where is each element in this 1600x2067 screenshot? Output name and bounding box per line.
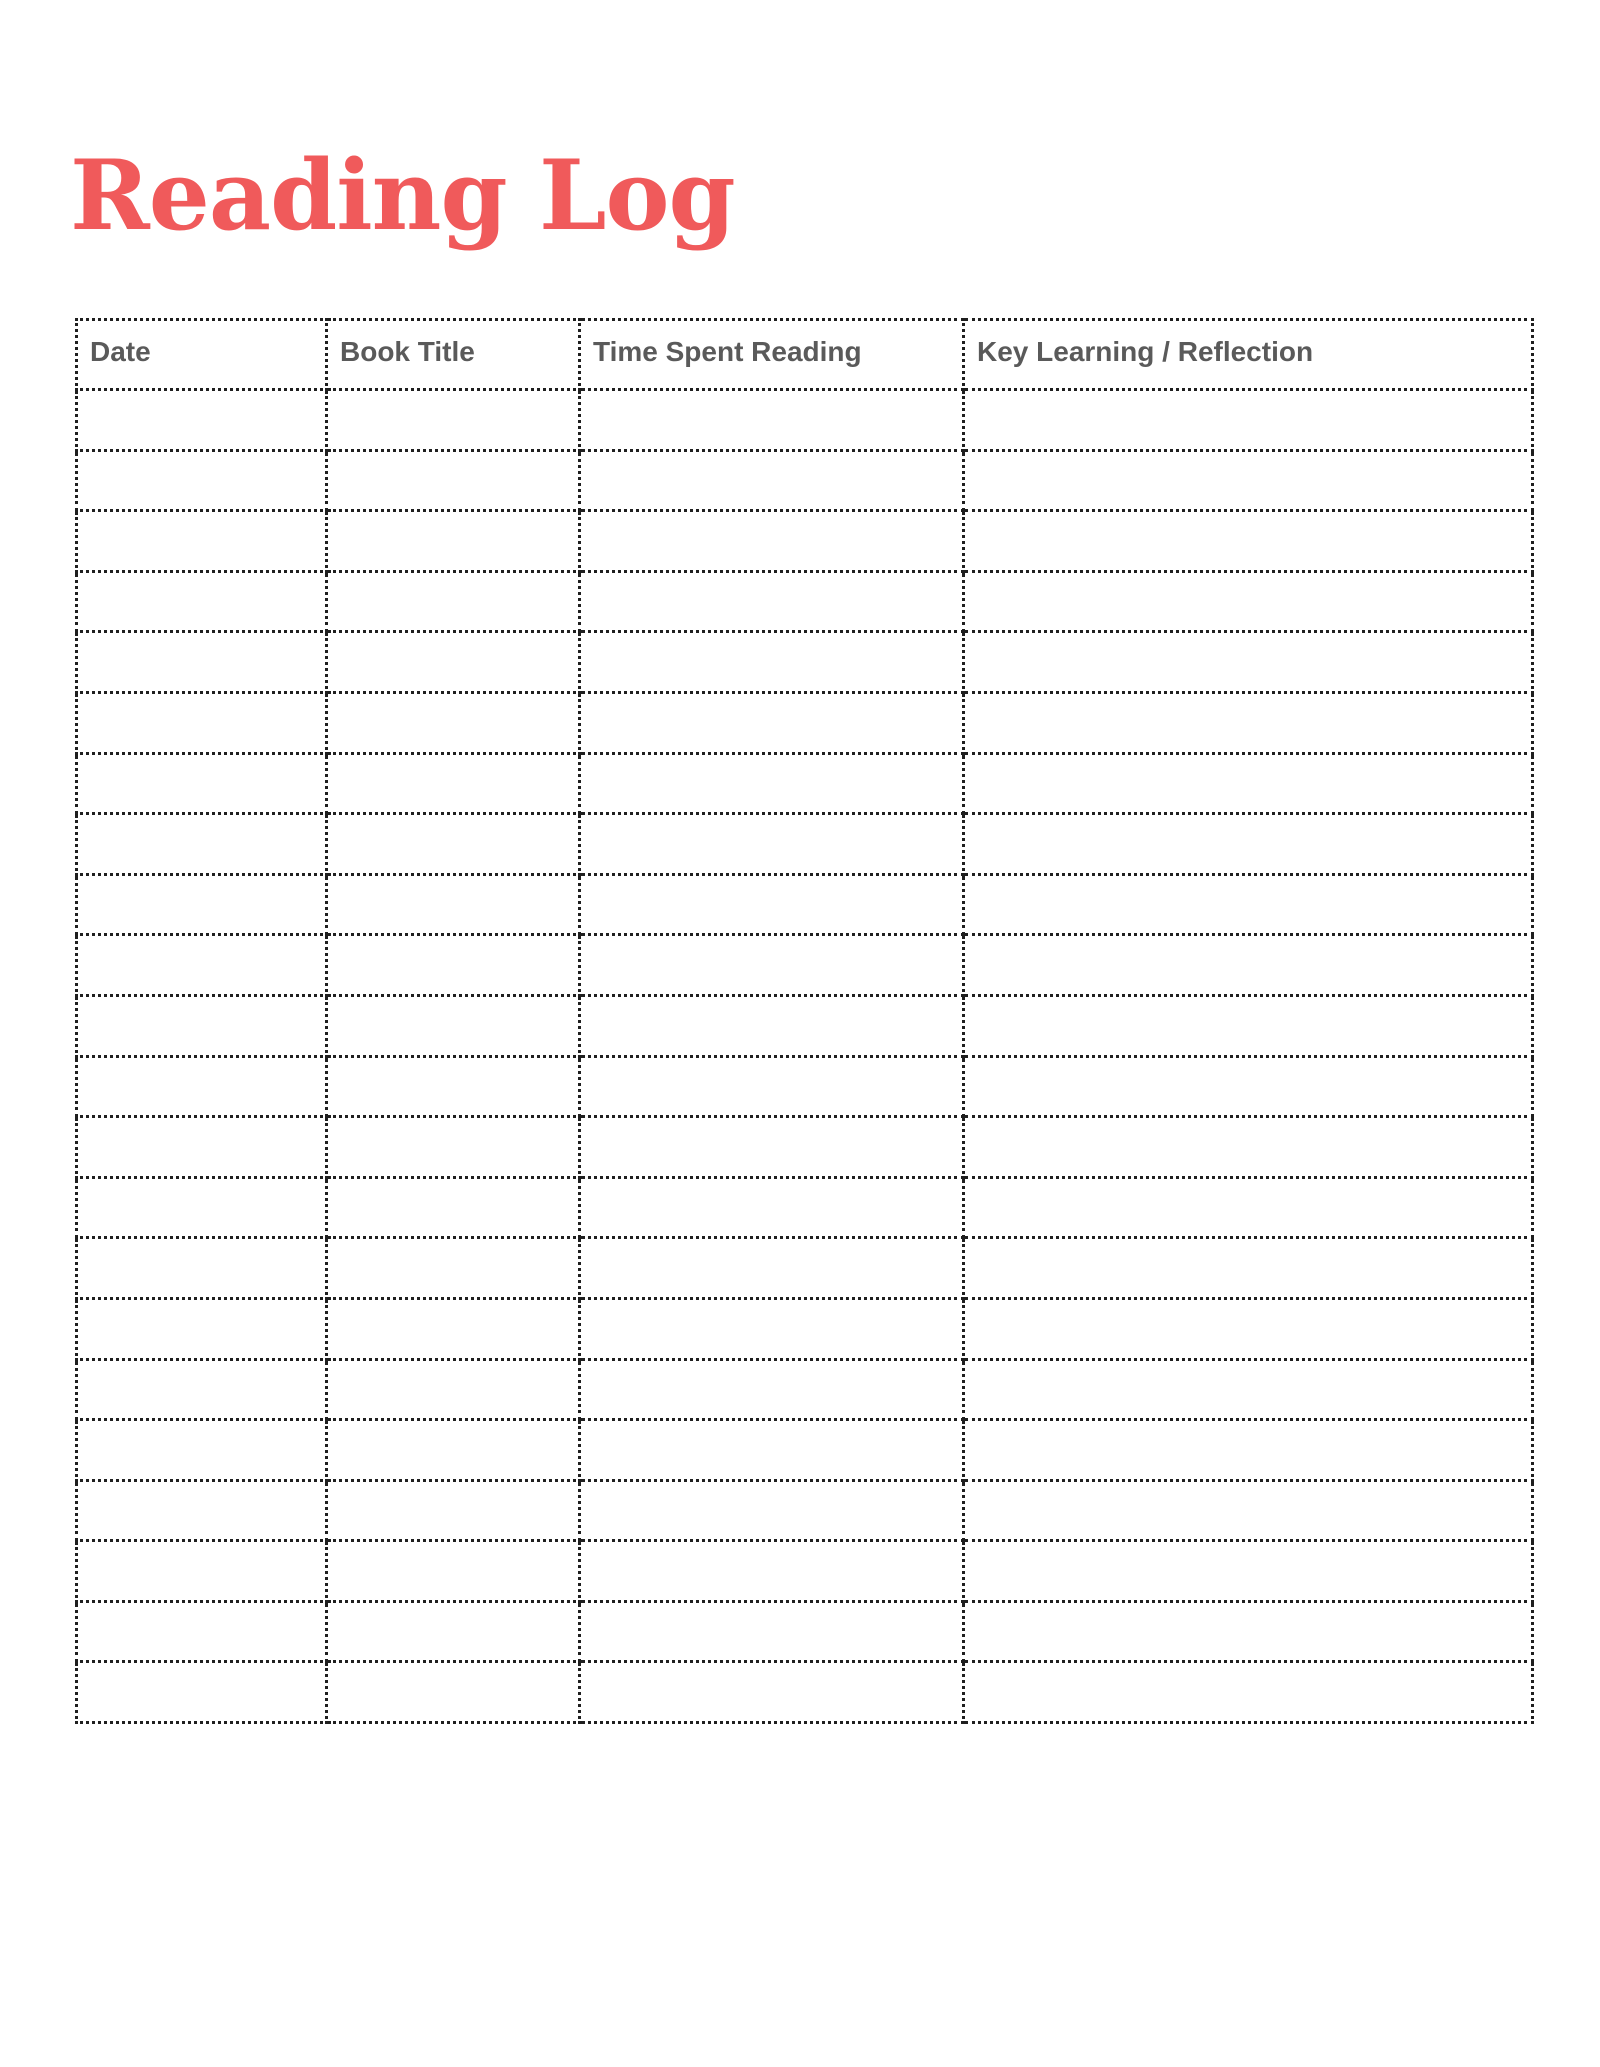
page-title: Reading Log bbox=[70, 139, 735, 252]
table-row bbox=[77, 450, 1533, 511]
date-cell bbox=[77, 1480, 327, 1541]
reflection-cell bbox=[964, 1601, 1533, 1662]
reflection-cell bbox=[964, 935, 1533, 996]
book-title-cell bbox=[327, 1541, 580, 1602]
table-row bbox=[77, 571, 1533, 632]
table-row bbox=[77, 1117, 1533, 1178]
reflection-cell bbox=[964, 995, 1533, 1056]
reflection-cell bbox=[964, 1480, 1533, 1541]
table-row bbox=[77, 1177, 1533, 1238]
time-spent-cell bbox=[580, 1662, 964, 1723]
time-spent-cell bbox=[580, 1359, 964, 1420]
book-title-cell bbox=[327, 1420, 580, 1481]
column-header-key-learning-reflection: Key Learning / Reflection bbox=[964, 320, 1533, 390]
book-title-cell bbox=[327, 511, 580, 572]
reflection-cell bbox=[964, 1177, 1533, 1238]
time-spent-cell bbox=[580, 874, 964, 935]
date-cell bbox=[77, 935, 327, 996]
time-spent-cell bbox=[580, 692, 964, 753]
time-spent-cell bbox=[580, 571, 964, 632]
table-header-row bbox=[77, 320, 1533, 390]
time-spent-cell bbox=[580, 1298, 964, 1359]
column-header-time-spent-reading: Time Spent Reading bbox=[580, 320, 964, 390]
date-cell bbox=[77, 1541, 327, 1602]
book-title-cell bbox=[327, 1480, 580, 1541]
reflection-cell bbox=[964, 814, 1533, 875]
book-title-cell bbox=[327, 632, 580, 693]
table-row bbox=[77, 390, 1533, 451]
table-row bbox=[77, 1359, 1533, 1420]
date-cell bbox=[77, 632, 327, 693]
date-cell bbox=[77, 511, 327, 572]
date-cell bbox=[77, 1177, 327, 1238]
time-spent-cell bbox=[580, 995, 964, 1056]
time-spent-cell bbox=[580, 1601, 964, 1662]
table-row bbox=[77, 1238, 1533, 1299]
reflection-cell bbox=[964, 874, 1533, 935]
table-row bbox=[77, 511, 1533, 572]
date-cell bbox=[77, 1056, 327, 1117]
book-title-cell bbox=[327, 692, 580, 753]
time-spent-cell bbox=[580, 1117, 964, 1178]
book-title-cell bbox=[327, 571, 580, 632]
date-cell bbox=[77, 1601, 327, 1662]
column-header-date: Date bbox=[77, 320, 327, 390]
reflection-cell bbox=[964, 390, 1533, 451]
book-title-cell bbox=[327, 1298, 580, 1359]
reflection-cell bbox=[964, 1238, 1533, 1299]
time-spent-cell bbox=[580, 1056, 964, 1117]
date-cell bbox=[77, 814, 327, 875]
book-title-cell bbox=[327, 1601, 580, 1662]
date-cell bbox=[77, 571, 327, 632]
time-spent-cell bbox=[580, 814, 964, 875]
reflection-cell bbox=[964, 1298, 1533, 1359]
table-body bbox=[77, 390, 1533, 1723]
table-row bbox=[77, 1480, 1533, 1541]
date-cell bbox=[77, 390, 327, 451]
book-title-cell bbox=[327, 995, 580, 1056]
reading-log-table bbox=[75, 318, 1534, 1724]
reflection-cell bbox=[964, 1541, 1533, 1602]
book-title-cell bbox=[327, 1117, 580, 1178]
time-spent-cell bbox=[580, 511, 964, 572]
reflection-cell bbox=[964, 1117, 1533, 1178]
date-cell bbox=[77, 753, 327, 814]
time-spent-cell bbox=[580, 390, 964, 451]
table-row bbox=[77, 874, 1533, 935]
book-title-cell bbox=[327, 1662, 580, 1723]
table-row bbox=[77, 1541, 1533, 1602]
reflection-cell bbox=[964, 571, 1533, 632]
reflection-cell bbox=[964, 753, 1533, 814]
reflection-cell bbox=[964, 692, 1533, 753]
time-spent-cell bbox=[580, 1420, 964, 1481]
book-title-cell bbox=[327, 1056, 580, 1117]
table-row bbox=[77, 692, 1533, 753]
date-cell bbox=[77, 1298, 327, 1359]
book-title-cell bbox=[327, 1177, 580, 1238]
book-title-cell bbox=[327, 935, 580, 996]
table-row bbox=[77, 995, 1533, 1056]
book-title-cell bbox=[327, 874, 580, 935]
date-cell bbox=[77, 692, 327, 753]
table-row bbox=[77, 1298, 1533, 1359]
column-header-book-title: Book Title bbox=[327, 320, 580, 390]
reflection-cell bbox=[964, 450, 1533, 511]
time-spent-cell bbox=[580, 1238, 964, 1299]
table-row bbox=[77, 1420, 1533, 1481]
date-cell bbox=[77, 1238, 327, 1299]
date-cell bbox=[77, 1359, 327, 1420]
table-row bbox=[77, 1662, 1533, 1723]
table-row bbox=[77, 814, 1533, 875]
date-cell bbox=[77, 874, 327, 935]
reflection-cell bbox=[964, 1662, 1533, 1723]
book-title-cell bbox=[327, 450, 580, 511]
table-row bbox=[77, 935, 1533, 996]
reflection-cell bbox=[964, 1420, 1533, 1481]
table-row bbox=[77, 1601, 1533, 1662]
time-spent-cell bbox=[580, 1480, 964, 1541]
reflection-cell bbox=[964, 511, 1533, 572]
date-cell bbox=[77, 1662, 327, 1723]
time-spent-cell bbox=[580, 632, 964, 693]
time-spent-cell bbox=[580, 753, 964, 814]
date-cell bbox=[77, 450, 327, 511]
table-row bbox=[77, 632, 1533, 693]
date-cell bbox=[77, 1117, 327, 1178]
reflection-cell bbox=[964, 1359, 1533, 1420]
time-spent-cell bbox=[580, 1541, 964, 1602]
date-cell bbox=[77, 995, 327, 1056]
book-title-cell bbox=[327, 814, 580, 875]
reflection-cell bbox=[964, 1056, 1533, 1117]
date-cell bbox=[77, 1420, 327, 1481]
time-spent-cell bbox=[580, 935, 964, 996]
time-spent-cell bbox=[580, 1177, 964, 1238]
table-row bbox=[77, 1056, 1533, 1117]
book-title-cell bbox=[327, 1238, 580, 1299]
book-title-cell bbox=[327, 753, 580, 814]
table-row bbox=[77, 753, 1533, 814]
book-title-cell bbox=[327, 1359, 580, 1420]
reflection-cell bbox=[964, 632, 1533, 693]
time-spent-cell bbox=[580, 450, 964, 511]
book-title-cell bbox=[327, 390, 580, 451]
